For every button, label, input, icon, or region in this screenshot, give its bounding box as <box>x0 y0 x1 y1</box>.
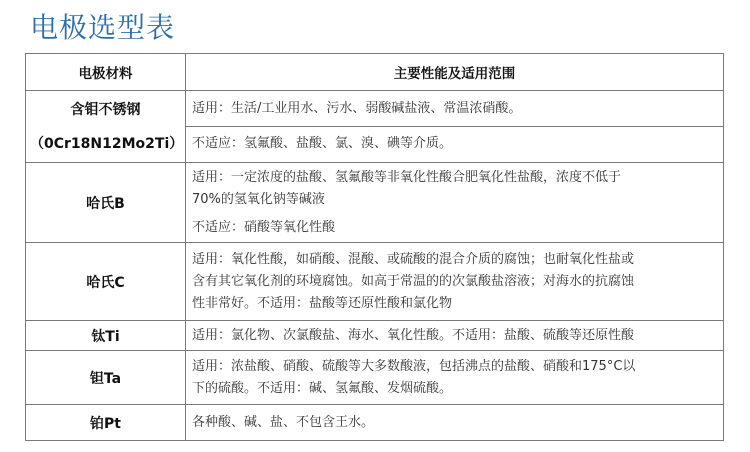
usage-line: 适用：生活/工业用水、污水、弱酸碱盐液、常温浓硝酸。 <box>192 101 522 116</box>
usage-cell <box>186 351 724 405</box>
material-cell: 钛Ti <box>26 321 186 351</box>
usage-line: 不适应：硝酸等氧化性酸 <box>192 219 336 235</box>
material-name: 含钼不锈钢 <box>70 101 141 118</box>
usage-line: 含有其它氧化剂的环境腐蚀。如高于常温的的次氯酸盐溶液；对海水的抗腐蚀 <box>192 273 635 289</box>
table-row <box>26 163 724 243</box>
usage-cell <box>186 91 724 163</box>
table-row <box>26 321 724 351</box>
electrode-selection-table <box>25 53 724 441</box>
usage-cell <box>186 163 724 243</box>
usage-cell <box>186 243 724 321</box>
table-header-row <box>26 54 724 91</box>
material-cell: 钽Ta <box>26 351 186 405</box>
material-cell: 哈氏C <box>26 243 186 321</box>
usage-line: 不适应：氢氟酸、盐酸、氯、溴、碘等介质。 <box>186 126 723 161</box>
material-grade: （0Cr18N12Mo2Ti） <box>30 135 184 152</box>
usage-line: 适用：一定浓度的盐酸、氢氟酸等非氧化性酸合肥氧化性盐酸，浓度不低于 <box>192 169 622 185</box>
material-cell <box>26 91 186 163</box>
usage-line: 性非常好。不适用：盐酸等还原性酸和氯化物 <box>192 295 453 311</box>
material-cell: 铂Pt <box>26 405 186 441</box>
usage-line: 适用：浓盐酸、硝酸、硫酸等大多数酸液，包括沸点的盐酸、硝酸和175°C以 <box>192 358 636 374</box>
material-cell: 哈氏B <box>26 163 186 243</box>
usage-line: 各种酸、碱、盐、不包含王水。 <box>192 414 375 430</box>
table-row <box>26 91 724 163</box>
table-row <box>26 351 724 405</box>
usage-cell <box>186 405 724 441</box>
header-material: 电极材料 <box>26 54 186 91</box>
usage-cell <box>186 321 724 351</box>
usage-line: 70%的氢氧化钠等碱液 <box>192 191 325 207</box>
usage-line: 下的硫酸。不适用：碱、氢氟酸、发烟硫酸。 <box>192 380 453 396</box>
table-row <box>26 243 724 321</box>
usage-line: 适用：氧化性酸，如硝酸、混酸、或硫酸的混合介质的腐蚀；也耐氧化性盐或 <box>192 251 635 267</box>
table-row <box>26 405 724 441</box>
usage-line: 适用：氯化物、次氯酸盐、海水、氧化性酸。不适用：盐酸、硫酸等还原性酸 <box>192 327 635 343</box>
header-performance: 主要性能及适用范围 <box>186 54 724 91</box>
page-title: 电极选型表 <box>30 11 176 44</box>
